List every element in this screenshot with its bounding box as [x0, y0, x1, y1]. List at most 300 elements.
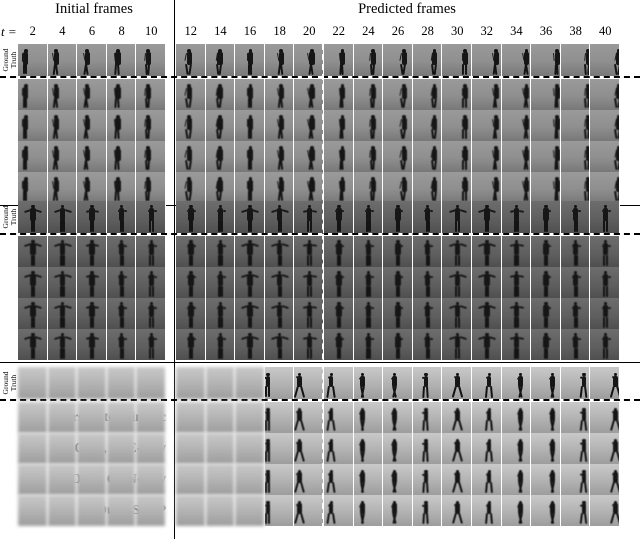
figure-part	[426, 420, 429, 431]
video-frame	[48, 201, 78, 233]
figure-part	[459, 305, 466, 309]
figure-part	[548, 307, 551, 309]
person-silhouette	[265, 464, 294, 495]
figure-part	[490, 385, 493, 397]
figure-part	[369, 286, 371, 297]
figure-part	[327, 451, 331, 462]
method-row	[0, 495, 640, 526]
person-silhouette	[472, 298, 501, 329]
person-silhouette	[136, 110, 165, 141]
figure-part	[576, 348, 578, 359]
person-silhouette	[235, 236, 264, 267]
person-silhouette	[442, 402, 471, 433]
figure-part	[485, 451, 488, 462]
figure-part	[485, 411, 489, 413]
figure-part	[193, 338, 196, 340]
video-frame	[136, 298, 166, 329]
person-silhouette	[235, 298, 264, 329]
ground-truth-separator	[0, 399, 640, 401]
video-frame	[324, 110, 354, 141]
person-silhouette	[383, 236, 412, 267]
video-frame	[324, 329, 354, 360]
video-frame	[77, 433, 107, 464]
figure-part	[391, 505, 395, 508]
video-frame	[77, 402, 107, 433]
person-silhouette	[502, 367, 531, 399]
video-frame	[472, 298, 502, 329]
figure-part	[86, 210, 91, 213]
video-frame	[176, 329, 206, 360]
video-frame	[383, 44, 413, 76]
frame-strip	[18, 172, 166, 203]
figure-part	[428, 286, 430, 297]
figure-part	[64, 209, 71, 213]
figure-part	[117, 98, 119, 108]
person-silhouette	[235, 329, 264, 360]
person-silhouette	[413, 329, 442, 360]
figure-part	[25, 98, 27, 108]
figure-part	[35, 336, 42, 340]
figure-part	[462, 119, 463, 127]
figure-part	[310, 255, 312, 266]
figure-part	[294, 385, 298, 397]
person-silhouette	[413, 79, 442, 110]
person-silhouette	[413, 236, 442, 267]
person-silhouette	[502, 402, 531, 433]
person-silhouette	[324, 495, 353, 526]
video-frame	[561, 433, 591, 464]
person-silhouette	[176, 236, 205, 267]
figure-part	[462, 191, 464, 201]
video-frame	[294, 464, 324, 495]
tick-label: 26	[391, 24, 405, 38]
video-frame	[77, 329, 107, 360]
figure-part	[485, 442, 489, 444]
figure-part	[341, 307, 344, 309]
figure-part	[300, 385, 305, 397]
person-silhouette	[561, 464, 590, 495]
video-frame	[442, 141, 472, 172]
video-frame	[265, 495, 295, 526]
person-silhouette	[294, 267, 323, 298]
figure-part	[369, 317, 371, 328]
person-silhouette	[590, 44, 619, 76]
figure-part	[458, 420, 463, 431]
video-frame	[18, 495, 48, 526]
video-frame	[107, 201, 137, 233]
figure-part	[465, 129, 467, 139]
figure-part	[223, 276, 226, 278]
person-silhouette	[383, 44, 412, 76]
person-silhouette	[324, 298, 353, 329]
figure-part	[572, 245, 575, 247]
figure-part	[490, 513, 493, 524]
figure-part	[549, 474, 553, 477]
figure-part	[458, 220, 460, 232]
person-silhouette	[502, 495, 531, 526]
figure-part	[223, 245, 226, 247]
figure-part	[250, 98, 252, 108]
person-silhouette	[206, 329, 235, 360]
video-frame	[590, 172, 620, 203]
video-frame	[48, 172, 78, 203]
figure-part	[332, 513, 336, 524]
figure-part	[371, 338, 374, 340]
person-silhouette	[77, 236, 106, 267]
figure-part	[606, 317, 608, 328]
video-frame	[18, 329, 48, 360]
figure-part	[33, 255, 35, 266]
video-frame	[136, 236, 166, 267]
figure-part	[578, 338, 581, 340]
figure-part	[25, 64, 27, 75]
person-silhouette	[294, 298, 323, 329]
person-silhouette	[107, 79, 136, 110]
figure-part	[458, 348, 460, 359]
initial-frames-title: Initial frames	[55, 1, 133, 17]
person-silhouette	[383, 110, 412, 141]
person-silhouette	[136, 267, 165, 298]
timestep-axis	[0, 24, 640, 42]
t-equals-label: t =	[1, 24, 17, 39]
person-silhouette	[531, 402, 560, 433]
figure-part	[310, 220, 312, 232]
figure-part	[148, 129, 151, 139]
person-silhouette	[472, 236, 501, 267]
frame-strip	[176, 44, 620, 76]
video-frame	[502, 464, 532, 495]
figure-part	[618, 129, 620, 139]
video-frame	[324, 367, 354, 399]
video-frame	[383, 402, 413, 433]
figure-part	[422, 451, 425, 462]
video-frame	[235, 110, 265, 141]
person-silhouette	[502, 267, 531, 298]
video-frame	[324, 267, 354, 298]
figure-part	[543, 276, 546, 278]
figure-part	[430, 338, 433, 340]
figure-part	[327, 482, 331, 493]
figure-part	[188, 191, 191, 201]
video-frame	[502, 402, 532, 433]
person-silhouette	[354, 329, 383, 360]
frame-strip	[18, 329, 166, 360]
figure-part	[430, 307, 433, 309]
figure-part	[223, 338, 226, 340]
person-silhouette	[77, 298, 106, 329]
person-silhouette	[354, 298, 383, 329]
person-silhouette	[324, 110, 353, 141]
figure-part	[252, 336, 259, 340]
person-silhouette	[77, 329, 106, 360]
video-frame	[561, 44, 591, 76]
video-frame	[107, 367, 137, 399]
frame-strip	[176, 110, 620, 141]
video-frame	[136, 495, 166, 526]
person-silhouette	[265, 141, 294, 172]
video-frame	[136, 329, 166, 360]
video-frame	[531, 79, 561, 110]
video-frame	[472, 402, 502, 433]
video-frame	[590, 267, 620, 298]
figure-part	[85, 64, 88, 75]
figure-part	[610, 482, 615, 493]
figure-part	[341, 129, 343, 139]
figure-part	[459, 243, 466, 247]
video-frame	[294, 298, 324, 329]
figure-part	[63, 286, 65, 297]
figure-part	[371, 210, 374, 212]
video-frame	[383, 236, 413, 267]
figure-part	[487, 286, 489, 297]
figure-part	[556, 98, 558, 108]
tick-label: 28	[421, 24, 434, 38]
video-frame	[502, 141, 532, 172]
video-frame	[324, 79, 354, 110]
figure-part	[462, 129, 464, 139]
video-frame	[48, 110, 78, 141]
video-frame	[18, 141, 48, 172]
figure-part	[250, 191, 252, 201]
figure-part	[339, 317, 341, 328]
video-frame	[48, 464, 78, 495]
video-frame	[176, 44, 206, 76]
figure-part	[122, 286, 124, 297]
method-row	[0, 79, 640, 110]
frame-strip	[176, 298, 620, 329]
person-silhouette	[206, 110, 235, 141]
figure-part	[191, 348, 193, 359]
person-silhouette	[18, 172, 47, 203]
video-frame	[442, 433, 472, 464]
figure-part	[94, 275, 99, 278]
figure-part	[369, 255, 371, 266]
person-silhouette	[354, 367, 383, 399]
video-frame	[235, 79, 265, 110]
figure-part	[395, 307, 398, 309]
figure-part	[546, 348, 548, 359]
figure-part	[602, 307, 605, 309]
figure-part	[543, 245, 546, 247]
person-silhouette	[176, 329, 205, 360]
figure-part	[606, 286, 608, 297]
frame-strip	[18, 433, 166, 464]
figure-part	[462, 150, 463, 158]
person-silhouette	[176, 298, 205, 329]
person-silhouette	[206, 141, 235, 172]
person-silhouette	[442, 79, 471, 110]
video-frame	[18, 367, 48, 399]
figure-part	[327, 473, 331, 475]
video-frame	[354, 464, 384, 495]
person-silhouette	[324, 172, 353, 203]
figure-part	[485, 482, 488, 493]
figure-part	[152, 348, 154, 359]
figure-part	[361, 482, 365, 493]
figure-part	[122, 220, 124, 232]
figure-part	[607, 276, 610, 278]
figure-part	[33, 220, 35, 232]
figure-part	[465, 191, 467, 201]
video-frame	[136, 79, 166, 110]
figure-part	[310, 348, 312, 359]
figure-part	[268, 420, 270, 431]
video-frame	[413, 110, 443, 141]
figure-part	[33, 286, 35, 297]
video-frame	[531, 201, 561, 233]
person-silhouette	[472, 329, 501, 360]
figure-part	[265, 386, 267, 398]
predicted-frames-title: Predicted frames	[358, 1, 456, 17]
person-silhouette	[265, 367, 294, 399]
figure-header	[0, 0, 640, 22]
video-frame	[107, 433, 137, 464]
video-frame	[48, 236, 78, 267]
video-frame	[590, 433, 620, 464]
figure-part	[519, 210, 524, 213]
figure-part	[549, 412, 553, 415]
figure-part	[339, 286, 341, 297]
figure-part	[603, 317, 605, 328]
video-frame	[590, 298, 620, 329]
figure-part	[217, 338, 220, 340]
video-frame	[324, 298, 354, 329]
tick-label: 10	[144, 24, 158, 38]
video-frame	[176, 267, 206, 298]
person-silhouette	[107, 236, 136, 267]
ground-truth-separator	[0, 76, 640, 78]
video-frame	[265, 141, 295, 172]
figure-part	[372, 129, 375, 139]
video-frame	[206, 79, 236, 110]
video-frame	[531, 172, 561, 203]
video-frame	[354, 201, 384, 233]
figure-part	[148, 307, 151, 309]
figure-part	[426, 482, 429, 493]
video-frame	[413, 141, 443, 172]
figure-part	[548, 276, 551, 278]
figure-part	[64, 274, 71, 278]
person-silhouette	[324, 201, 353, 233]
video-frame	[265, 172, 295, 203]
figure-part	[219, 160, 222, 170]
figure-part	[465, 160, 467, 170]
figure-part	[280, 317, 282, 328]
person-silhouette	[531, 298, 560, 329]
figure-part	[252, 274, 259, 278]
ground-truth-label-line1: Ground	[1, 371, 10, 395]
video-frame	[590, 110, 620, 141]
tick-label: 14	[214, 24, 227, 38]
figure-part	[152, 317, 154, 328]
figure-part	[462, 64, 464, 75]
person-silhouette	[294, 402, 323, 433]
figure-part	[395, 276, 398, 278]
figure-part	[395, 245, 398, 247]
person-silhouette	[18, 329, 47, 360]
ground-truth-label-line1: Ground	[1, 48, 10, 72]
figure-part	[485, 377, 489, 379]
figure-part	[556, 64, 558, 75]
video-frame	[502, 267, 532, 298]
figure-part	[341, 191, 343, 201]
figure-part	[398, 220, 400, 232]
video-frame	[383, 201, 413, 233]
person-silhouette	[502, 44, 531, 76]
video-frame	[176, 464, 206, 495]
video-frame	[107, 267, 137, 298]
tick-label: 8	[118, 24, 125, 38]
person-silhouette	[136, 44, 165, 76]
figure-part	[311, 337, 316, 340]
person-silhouette	[235, 79, 264, 110]
figure-part	[252, 305, 259, 309]
figure-part	[489, 305, 496, 309]
person-silhouette	[48, 329, 77, 360]
video-frame	[176, 172, 206, 203]
person-silhouette	[354, 110, 383, 141]
video-frame	[18, 201, 48, 233]
figure-part	[188, 98, 191, 108]
video-frame	[265, 110, 295, 141]
figure-part	[250, 348, 252, 359]
video-frame	[472, 44, 502, 76]
figure-part	[365, 338, 368, 340]
person-silhouette	[383, 402, 412, 433]
figure-part	[250, 129, 252, 139]
person-silhouette	[324, 433, 353, 464]
person-silhouette	[48, 298, 77, 329]
figure-part	[395, 338, 398, 340]
figure-part	[92, 286, 94, 297]
person-silhouette	[413, 201, 442, 233]
figure-part	[548, 245, 551, 247]
ground-truth-label-line1: Ground	[1, 205, 10, 229]
person-silhouette	[265, 402, 294, 433]
figure-part	[25, 160, 27, 170]
figure-part	[311, 275, 316, 278]
figure-part	[310, 160, 313, 170]
person-silhouette	[531, 329, 560, 360]
video-frame	[561, 79, 591, 110]
video-frame	[324, 44, 354, 76]
figure-part	[221, 317, 223, 328]
person-silhouette	[383, 433, 412, 464]
tick-label: 30	[450, 24, 464, 38]
video-frame	[472, 141, 502, 172]
person-silhouette	[590, 367, 619, 399]
figure-part	[606, 255, 608, 266]
figure-part	[607, 338, 610, 340]
figure-part	[603, 348, 605, 359]
ground-truth-row	[0, 201, 640, 233]
figure-part	[327, 442, 331, 444]
person-silhouette	[442, 464, 471, 495]
person-silhouette	[354, 495, 383, 526]
person-silhouette	[324, 79, 353, 110]
video-frame	[176, 141, 206, 172]
figure-part	[610, 513, 615, 524]
person-silhouette	[590, 236, 619, 267]
figure-part	[400, 307, 403, 309]
figure-part	[485, 504, 489, 506]
figure-part	[462, 98, 464, 108]
figure-part	[489, 274, 496, 278]
video-frame	[107, 141, 137, 172]
video-frame	[235, 495, 265, 526]
frame-strip	[176, 464, 620, 495]
figure-part	[117, 191, 119, 201]
